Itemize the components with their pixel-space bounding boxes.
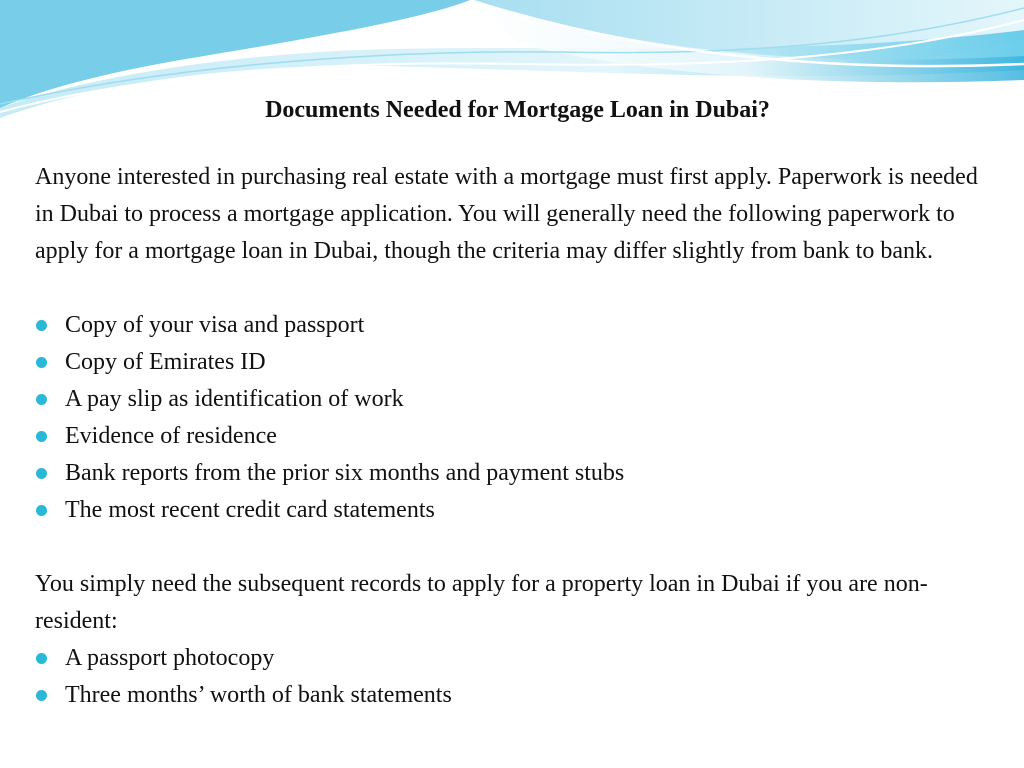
list-item — [35, 492, 1000, 529]
bullet-dot-icon — [36, 320, 47, 331]
bullet-dot-icon — [36, 394, 47, 405]
list-item — [35, 418, 1000, 455]
list-item — [35, 381, 1000, 418]
list-item — [35, 455, 1000, 492]
list-item — [35, 640, 1000, 677]
nonresident-paragraph: You simply need the subsequent records to apply for a property loan in Dubai if you are non-resident: — [35, 571, 928, 634]
bullet-dot-icon — [36, 431, 47, 442]
bullet-dot-icon — [36, 690, 47, 701]
list-item-text: A passport photocopy — [65, 645, 275, 671]
list-item — [35, 307, 1000, 344]
list-item-text: Bank reports from the prior six months and payment stubs — [65, 460, 625, 486]
list-item-text: Three months’ worth of bank statements — [65, 682, 452, 708]
list-item-text: Copy of your visa and passport — [65, 312, 365, 338]
intro-paragraph: Anyone interested in purchasing real estate with a mortgage must first apply. Paperwork is needed in Dubai to process a mortgage application. You will generally need the following paperwork to apply for a mortgage loan in Dubai, though the criteria may differ slightly from bank to bank. — [35, 164, 978, 264]
bullet-dot-icon — [36, 653, 47, 664]
nonresident-documents-list — [35, 640, 1000, 714]
bullet-dot-icon — [36, 468, 47, 479]
list-item-text: Evidence of residence — [65, 423, 277, 449]
bullet-dot-icon — [36, 357, 47, 368]
list-item-text: A pay slip as identification of work — [65, 386, 404, 412]
resident-documents-list — [35, 307, 1000, 529]
bullet-dot-icon — [36, 505, 47, 516]
list-item-text: The most recent credit card statements — [65, 497, 435, 523]
slide-content — [35, 90, 1000, 714]
list-item-text: Copy of Emirates ID — [65, 349, 266, 375]
list-item — [35, 344, 1000, 381]
list-item — [35, 677, 1000, 714]
slide-title: Documents Needed for Mortgage Loan in Dubai? — [265, 97, 770, 123]
spacer — [35, 270, 1000, 307]
spacer — [35, 529, 1000, 566]
